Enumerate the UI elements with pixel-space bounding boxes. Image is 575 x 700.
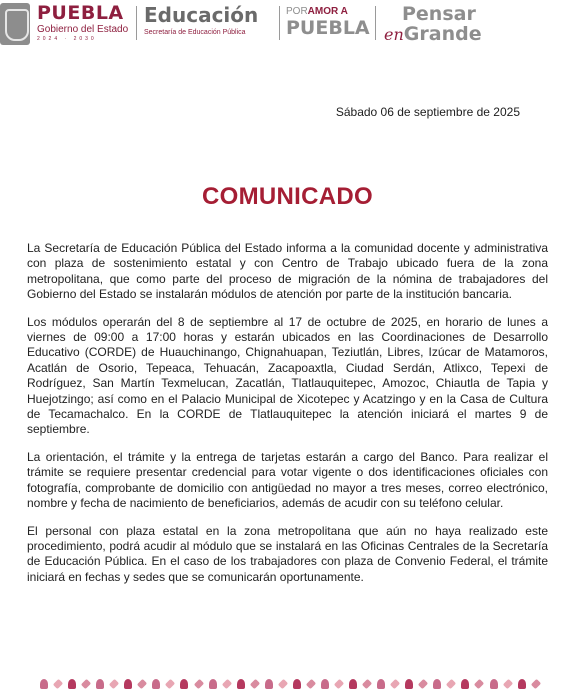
- ornament-icon: [518, 679, 526, 689]
- ornament-icon: [96, 679, 104, 689]
- education-logo-subtitle: Secretaría de Educación Pública: [144, 29, 246, 36]
- ornament-icon: [265, 679, 273, 689]
- ornament-icon: [362, 679, 372, 689]
- document-body: [27, 241, 548, 597]
- ornament-icon: [306, 679, 316, 689]
- paragraph: Los módulos operarán del 8 de septiembre al 17 de octubre de 2025, en horario de lunes a viernes de 09:00 a 17:00 horas y estarán ubicados en las Coordinaciones de Desarrollo Educativo (CORDE) de Huauchinango, Chignahuapan, Teziutlán, Libres, Izúcar de Matamoros, Acatlán de Osorio, Tepeaca, Tehuacán, Zacapoaxtla, Ciudad Serdán, Atlixco, Tepexi de Rodríguez, San Martín Texmelucan, Zacatlán, Tlatlauquitepec, Amozoc, Chiautla de Tapia y Huejotzingo; así como en el Palacio Municipal de Xicotepec y Acatzingo y en la Casa de Cultura de Tecamachalco. En la CORDE de Tlatlauquitepec la atención iniciará el martes 9 de septiembre.: [27, 314, 548, 437]
- ornament-icon: [180, 679, 188, 689]
- ornament-icon: [293, 679, 301, 689]
- decorative-footer-band: [40, 674, 540, 694]
- paragraph: La Secretaría de Educación Pública del Estado informa a la comunidad docente y administrativa con plaza de sostenimiento estatal y con Centro de Trabajo ubicado fuera de la zona metropolitana, que como parte del proceso de migración de la nómina de trabajadores del Gobierno del Estado se instalarán módulos de atención por parte de la institución bancaria.: [27, 241, 548, 302]
- ornament-icon: [474, 679, 484, 689]
- pensar-grande: Grande: [403, 23, 482, 45]
- slogan-prefix: POR: [286, 6, 308, 17]
- header-divider: [136, 6, 137, 40]
- ornament-icon: [418, 679, 428, 689]
- education-logo: [144, 4, 274, 37]
- puebla-logo-subtitle: Gobierno del Estado: [37, 24, 129, 35]
- paragraph: La orientación, el trámite y la entrega de tarjetas estarán a cargo del Banco. Para realizar el trámite se requiere presentar credencial para votar vigente o dos identificaciones oficiales con fotografía, comprobante de domicilio con antigüedad no mayor a tres meses, correo electrónico, nombre y fecha de nacimiento de beneficiarios, además de acudir con su teléfono celular.: [27, 449, 548, 511]
- ornament-icon: [53, 679, 63, 689]
- ornament-icon: [222, 679, 232, 689]
- ornament-icon: [137, 679, 147, 689]
- letterhead: [0, 0, 575, 46]
- education-logo-word: Educación: [144, 3, 259, 27]
- ornament-icon: [81, 679, 91, 689]
- ornament-icon: [40, 679, 48, 689]
- ornament-icon: [165, 679, 175, 689]
- paragraph: El personal con plaza estatal en la zona metropolitana que aún no haya realizado este procedimiento, podrá acudir al módulo que se instalará en las Oficinas Centrales de la Secretaría de Educación Pública. En el caso de los trabajadores con plaza de Convenio Federal, el trámite iniciará en fechas y sedes que se comunicarán oportunamente.: [27, 523, 548, 584]
- header-divider: [375, 6, 376, 40]
- ornament-icon: [193, 679, 203, 689]
- puebla-logo-years: 2024 · 2030: [37, 36, 97, 42]
- pensar-line1: Pensar: [402, 3, 476, 25]
- ornament-icon: [433, 679, 441, 689]
- pensar-en-grande-logo: [384, 4, 494, 45]
- ornament-icon: [446, 679, 456, 689]
- document-title: COMUNICADO: [202, 183, 373, 210]
- ornament-icon: [334, 679, 344, 689]
- ornament-icon: [68, 679, 76, 689]
- ornament-icon: [490, 679, 498, 689]
- slogan-line2: PUEBLA: [286, 17, 370, 39]
- ornament-icon: [278, 679, 288, 689]
- ornament-icon: [349, 679, 357, 689]
- ornament-icon: [250, 679, 260, 689]
- ornament-icon: [237, 679, 245, 689]
- ornament-icon: [390, 679, 400, 689]
- ornament-icon: [321, 679, 329, 689]
- slogan-accent: AMOR A: [307, 6, 348, 17]
- ornament-icon: [152, 679, 160, 689]
- ornament-icon: [124, 679, 132, 689]
- ornament-icon: [209, 679, 217, 689]
- por-amor-a-puebla-logo: [286, 6, 370, 39]
- ornament-icon: [461, 679, 469, 689]
- ornament-icon: [405, 679, 413, 689]
- pensar-accent: en: [384, 25, 404, 44]
- state-seal-logo: [0, 3, 30, 45]
- ornament-icon: [377, 679, 385, 689]
- document-date: Sábado 06 de septiembre de 2025: [335, 105, 520, 119]
- pensar-line2: [384, 24, 494, 45]
- ornament-icon: [531, 679, 541, 689]
- ornament-icon: [109, 679, 119, 689]
- puebla-government-logo: [37, 4, 131, 42]
- header-divider: [279, 6, 280, 40]
- ornament-icon: [502, 679, 512, 689]
- puebla-logo-word: PUEBLA: [37, 2, 124, 24]
